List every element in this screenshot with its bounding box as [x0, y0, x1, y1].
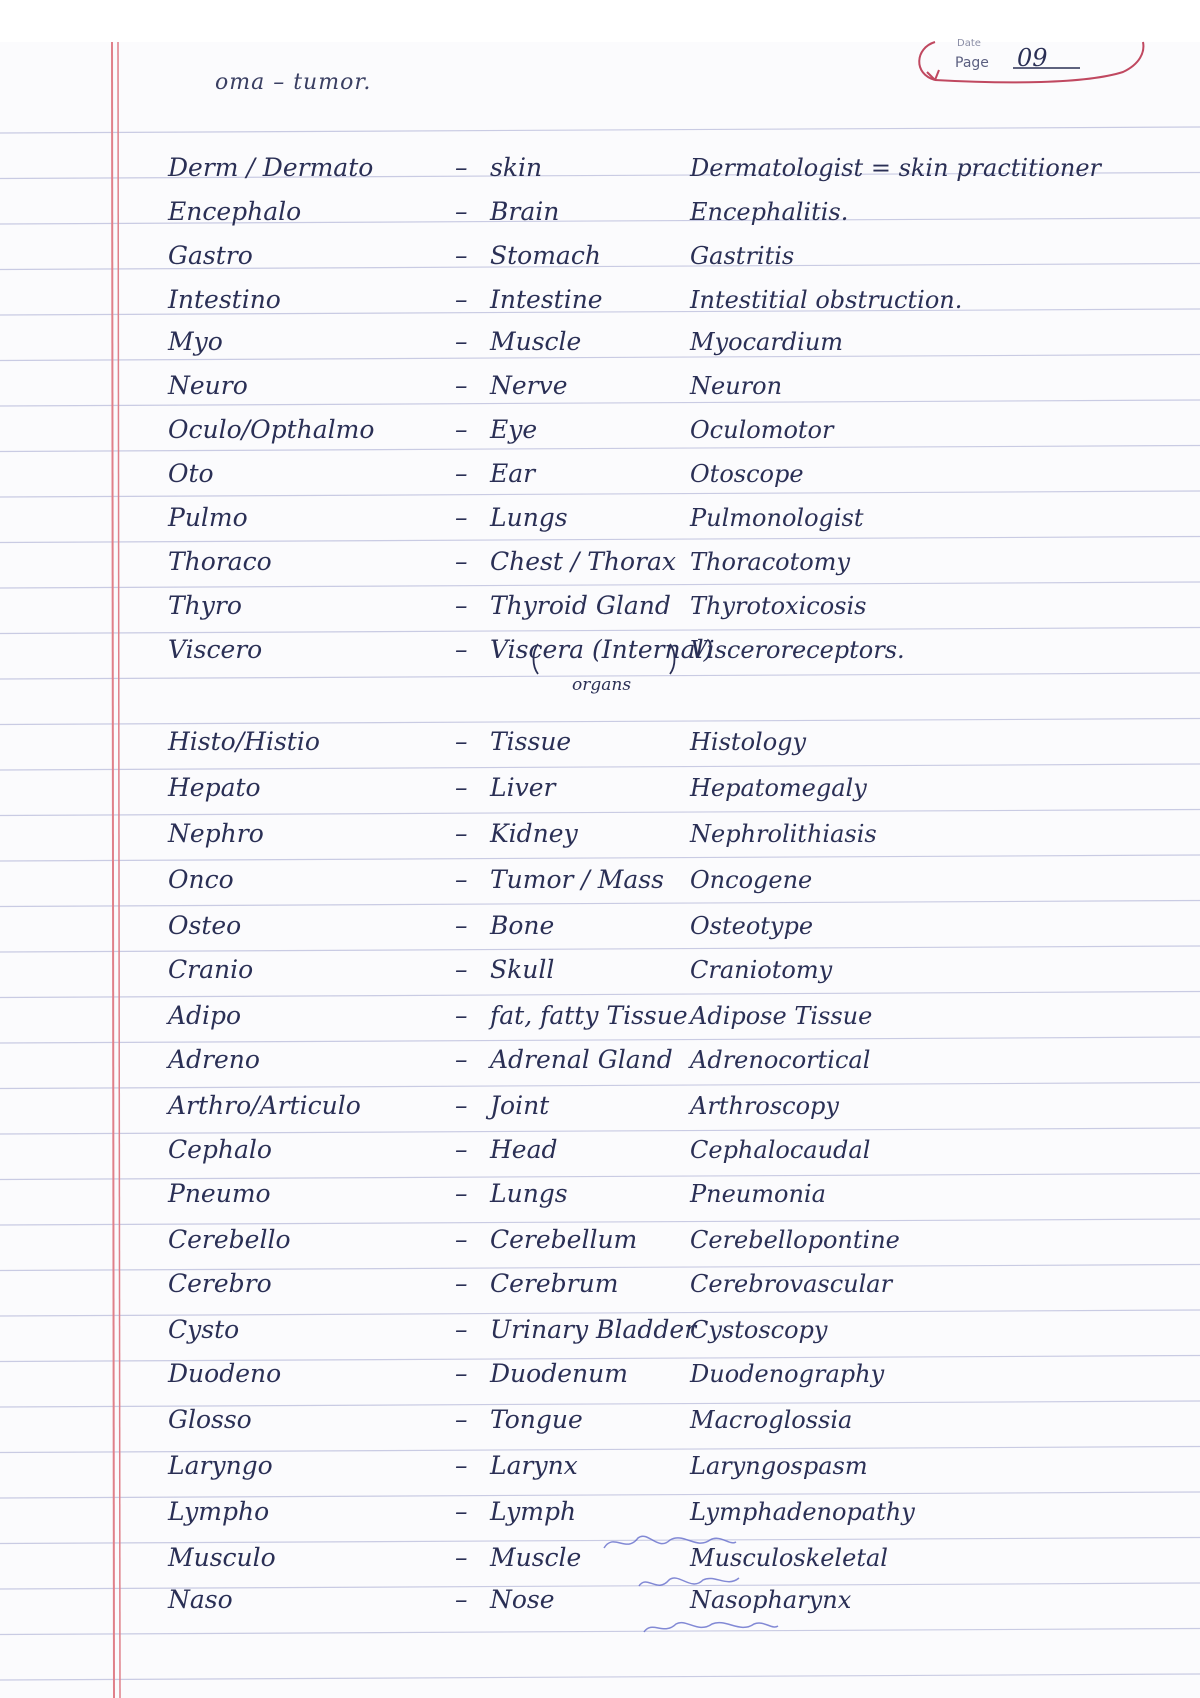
table-row: [0, 1446, 1200, 1486]
row-dash: –: [455, 819, 468, 848]
row-meaning: Nose: [490, 1585, 555, 1614]
row-prefix: Cysto: [168, 1315, 240, 1344]
page-stamp: [895, 38, 1150, 86]
table-row: [0, 192, 1200, 232]
row-meaning: Thyroid Gland: [490, 591, 671, 620]
row-meaning: Cerebrum: [490, 1269, 619, 1298]
row-dash: –: [455, 865, 468, 894]
row-prefix: Adipo: [168, 1001, 242, 1030]
row-example: Craniotomy: [690, 956, 833, 984]
row-meaning: Lungs: [490, 1179, 568, 1208]
row-example: Lymphadenopathy: [690, 1498, 915, 1526]
row-example: Histology: [690, 728, 807, 756]
table-row: [0, 1130, 1200, 1170]
row-prefix: Viscero: [168, 635, 263, 664]
table-row: [0, 1580, 1200, 1620]
row-prefix: Intestino: [168, 285, 281, 314]
table-row: [0, 236, 1200, 276]
organs-note: organs: [572, 675, 632, 695]
row-meaning: Stomach: [490, 241, 601, 270]
row-example: Duodenography: [690, 1360, 885, 1388]
date-label: Date: [957, 38, 981, 49]
row-meaning: Duodenum: [490, 1359, 628, 1388]
row-meaning: Muscle: [490, 327, 582, 356]
row-prefix: Glosso: [168, 1405, 252, 1434]
row-prefix: Arthro/Articulo: [168, 1091, 361, 1120]
row-example: Laryngospasm: [690, 1452, 868, 1480]
row-example: Myocardium: [690, 328, 844, 356]
row-dash: –: [455, 1451, 468, 1480]
row-example: Macroglossia: [690, 1406, 853, 1434]
row-dash: –: [455, 1225, 468, 1254]
page-label: Page: [955, 55, 989, 71]
row-example: Cerebellopontine: [690, 1226, 900, 1254]
table-row: [0, 1354, 1200, 1394]
page-number: 09: [1017, 44, 1048, 72]
row-prefix: Histo/Histio: [168, 727, 320, 756]
table-row: [0, 1040, 1200, 1080]
row-meaning: Liver: [490, 773, 556, 802]
row-dash: –: [455, 1045, 468, 1074]
row-prefix: Osteo: [168, 911, 242, 940]
table-row: [0, 950, 1200, 990]
row-meaning: Cerebellum: [490, 1225, 638, 1254]
table-row: [0, 1174, 1200, 1214]
viscera-bracket: [530, 640, 680, 680]
row-prefix: Gastro: [168, 241, 253, 270]
row-meaning: Bone: [490, 911, 555, 940]
row-meaning: Kidney: [490, 819, 578, 848]
rule-line: [0, 127, 1200, 133]
row-meaning: Brain: [490, 197, 560, 226]
row-dash: –: [455, 1179, 468, 1208]
table-row: [0, 1400, 1200, 1440]
row-example: Nephrolithiasis: [690, 820, 877, 848]
table-row: [0, 860, 1200, 900]
row-dash: –: [455, 241, 468, 270]
row-dash: –: [455, 1405, 468, 1434]
row-prefix: Derm / Dermato: [168, 153, 374, 182]
rule-line: [0, 1629, 1200, 1635]
table-row: [0, 498, 1200, 538]
row-prefix: Thoraco: [168, 547, 272, 576]
table-row: [0, 1086, 1200, 1126]
row-meaning: Tumor / Mass: [490, 865, 664, 894]
row-meaning: Intestine: [490, 285, 603, 314]
row-meaning: Eye: [490, 415, 538, 444]
table-row: [0, 1310, 1200, 1350]
row-prefix: Laryngo: [168, 1451, 273, 1480]
table-row: [0, 410, 1200, 450]
row-example: Cerebrovascular: [690, 1270, 893, 1298]
row-dash: –: [455, 285, 468, 314]
row-dash: –: [455, 197, 468, 226]
row-example: Cephalocaudal: [690, 1136, 871, 1164]
table-row: [0, 280, 1200, 320]
row-dash: –: [455, 459, 468, 488]
row-example: Visceroreceptors.: [690, 636, 905, 664]
row-meaning: skin: [490, 153, 543, 182]
row-meaning: Lymph: [490, 1497, 577, 1526]
row-prefix: Cranio: [168, 955, 254, 984]
row-dash: –: [455, 773, 468, 802]
row-example: Encephalitis.: [690, 198, 849, 226]
row-prefix: Pulmo: [168, 503, 248, 532]
row-meaning: Lungs: [490, 503, 568, 532]
table-row: [0, 322, 1200, 362]
row-meaning: Nerve: [490, 371, 568, 400]
row-dash: –: [455, 1359, 468, 1388]
row-dash: –: [455, 1315, 468, 1344]
row-dash: –: [455, 415, 468, 444]
row-example: Oculomotor: [690, 416, 834, 444]
row-prefix: Adreno: [168, 1045, 260, 1074]
row-prefix: Oto: [168, 459, 214, 488]
table-row: [0, 814, 1200, 854]
row-prefix: Nephro: [168, 819, 264, 848]
table-row: [0, 768, 1200, 808]
row-prefix: Neuro: [168, 371, 248, 400]
row-dash: –: [455, 1135, 468, 1164]
row-dash: –: [455, 503, 468, 532]
row-example: Cystoscopy: [690, 1316, 828, 1344]
row-meaning: Tissue: [490, 727, 572, 756]
row-prefix: Naso: [168, 1585, 233, 1614]
row-dash: –: [455, 1001, 468, 1030]
row-example: Arthroscopy: [690, 1092, 839, 1120]
row-prefix: Musculo: [168, 1543, 276, 1572]
row-dash: –: [455, 727, 468, 756]
row-dash: –: [455, 1269, 468, 1298]
row-dash: –: [455, 955, 468, 984]
row-prefix: Pneumo: [168, 1179, 271, 1208]
row-meaning: Skull: [490, 955, 555, 984]
row-example: Thyrotoxicosis: [690, 592, 867, 620]
row-meaning: Chest / Thorax: [490, 547, 676, 576]
row-dash: –: [455, 1091, 468, 1120]
row-example: Pulmonologist: [690, 504, 864, 532]
row-meaning: Joint: [490, 1091, 550, 1120]
row-prefix: Thyro: [168, 591, 242, 620]
row-dash: –: [455, 1497, 468, 1526]
row-example: Musculoskeletal: [690, 1544, 888, 1572]
row-prefix: Encephalo: [168, 197, 302, 226]
row-example: Otoscope: [690, 460, 804, 488]
table-row: [0, 586, 1200, 626]
table-row: [0, 996, 1200, 1036]
row-dash: –: [455, 327, 468, 356]
row-prefix: Cerebello: [168, 1225, 291, 1254]
row-meaning: Larynx: [490, 1451, 578, 1480]
table-row: [0, 722, 1200, 762]
row-dash: –: [455, 153, 468, 182]
row-example: Oncogene: [690, 866, 813, 894]
table-row: [0, 454, 1200, 494]
row-example: Dermatologist = skin practitioner: [690, 154, 1101, 182]
row-prefix: Myo: [168, 327, 223, 356]
row-prefix: Onco: [168, 865, 234, 894]
blue-scribble-2: [635, 1568, 755, 1598]
blue-scribble-1: [600, 1528, 740, 1558]
row-dash: –: [455, 547, 468, 576]
table-row: [0, 1492, 1200, 1532]
row-prefix: Lympho: [168, 1497, 270, 1526]
row-dash: –: [455, 635, 468, 664]
row-meaning: fat, fatty Tissue: [490, 1001, 688, 1030]
row-meaning: Head: [490, 1135, 558, 1164]
row-example: Thoracotomy: [690, 548, 850, 576]
row-meaning: Tongue: [490, 1405, 583, 1434]
rule-line: [0, 1674, 1200, 1680]
row-meaning: Adrenal Gland: [490, 1045, 673, 1074]
row-prefix: Cerebro: [168, 1269, 272, 1298]
table-row: [0, 1220, 1200, 1260]
row-example: Nasopharynx: [690, 1586, 852, 1614]
row-prefix: Cephalo: [168, 1135, 272, 1164]
row-dash: –: [455, 1585, 468, 1614]
row-dash: –: [455, 371, 468, 400]
row-example: Gastritis: [690, 242, 795, 270]
row-prefix: Oculo/Opthalmo: [168, 415, 375, 444]
row-example: Osteotype: [690, 912, 814, 940]
table-row: [0, 906, 1200, 946]
row-dash: –: [455, 1543, 468, 1572]
row-meaning: Viscera (Internal): [490, 635, 714, 664]
table-row: [0, 148, 1200, 188]
table-row: [0, 366, 1200, 406]
row-example: Hepatomegaly: [690, 774, 867, 802]
row-example: Adrenocortical: [690, 1046, 871, 1074]
row-meaning: Muscle: [490, 1543, 582, 1572]
header-note: oma – tumor.: [215, 70, 372, 95]
row-prefix: Duodeno: [168, 1359, 282, 1388]
blue-scribble-3: [640, 1612, 780, 1642]
row-example: Adipose Tissue: [690, 1002, 873, 1030]
table-row: [0, 1264, 1200, 1304]
row-meaning: Ear: [490, 459, 536, 488]
row-prefix: Hepato: [168, 773, 261, 802]
row-meaning: Urinary Bladder: [490, 1315, 697, 1344]
row-dash: –: [455, 591, 468, 620]
row-example: Pneumonia: [690, 1180, 826, 1208]
row-example: Intestitial obstruction.: [690, 286, 963, 314]
row-example: Neuron: [690, 372, 783, 400]
row-dash: –: [455, 911, 468, 940]
table-row: [0, 542, 1200, 582]
